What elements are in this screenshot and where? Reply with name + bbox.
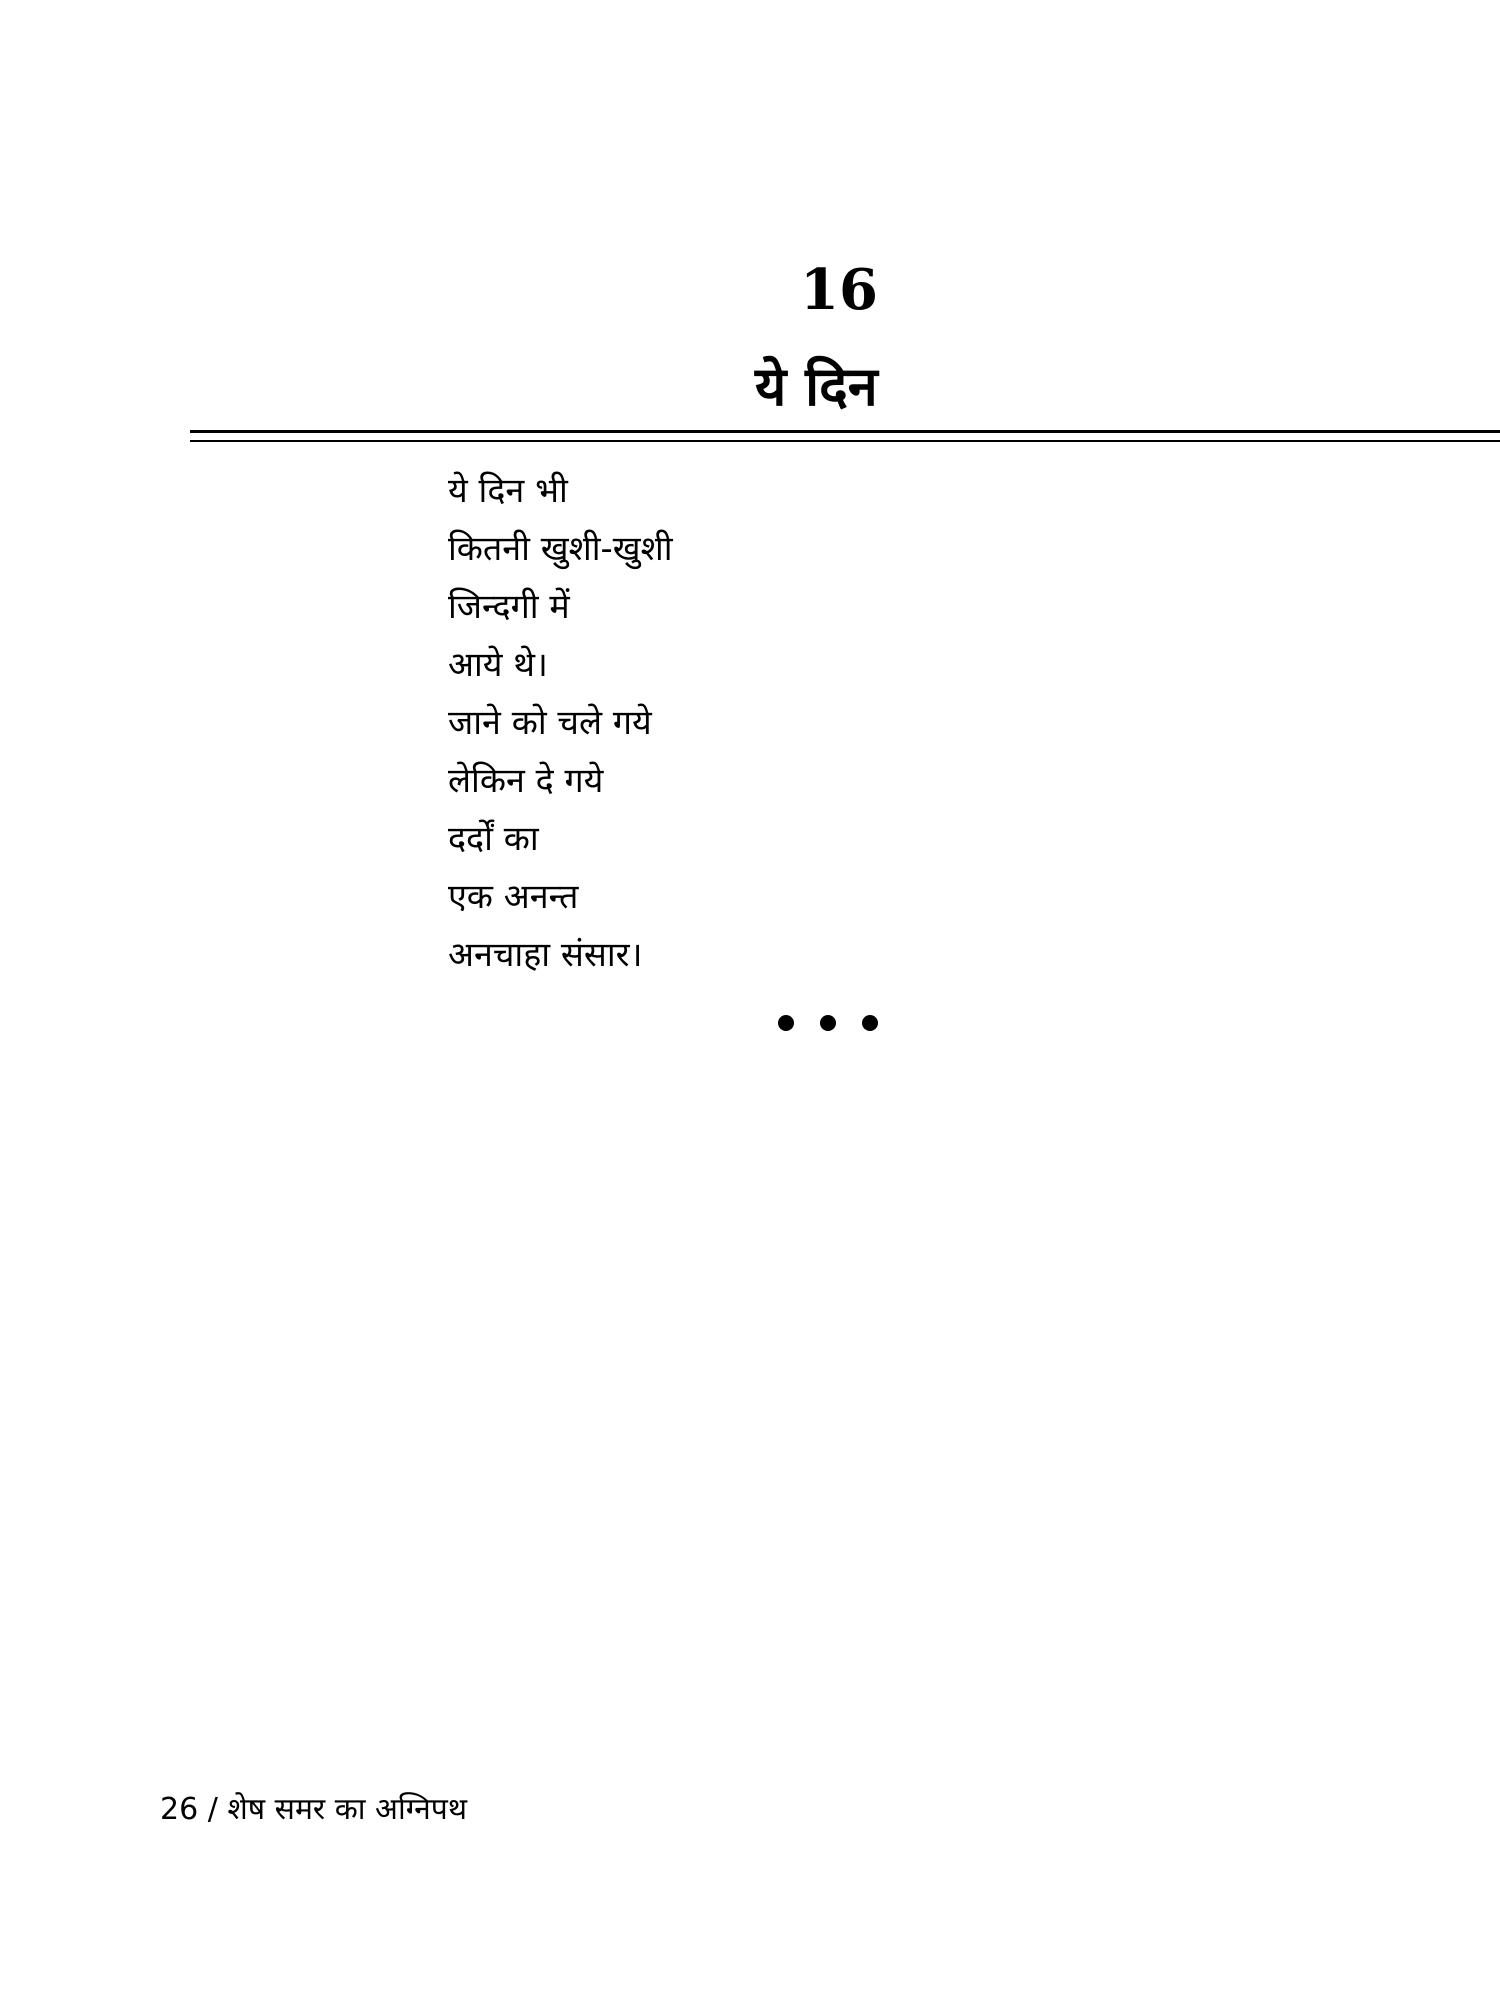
poem-line: एक अनन्त bbox=[448, 877, 579, 917]
poem-line: जिन्दगी में bbox=[448, 587, 570, 627]
footer-book-title: शेष समर का अग्निपथ bbox=[227, 1792, 468, 1827]
page-footer bbox=[160, 1792, 468, 1827]
ornament-dot bbox=[778, 1015, 794, 1031]
poem-title: ये दिन bbox=[755, 355, 878, 418]
footer-page-number: 26 bbox=[160, 1792, 199, 1827]
poem-line: जाने को चले गये bbox=[448, 703, 652, 743]
title-rule-bottom bbox=[190, 440, 1500, 442]
poem-line: लेकिन दे गये bbox=[448, 761, 604, 801]
poem-line: ये दिन भी bbox=[448, 471, 568, 511]
poem-line: आये थे। bbox=[448, 645, 548, 685]
ornament-dot bbox=[820, 1015, 836, 1031]
poem-number: 16 bbox=[800, 257, 878, 323]
poem-line: कितनी खुशी-खुशी bbox=[448, 529, 673, 569]
end-ornament-icon bbox=[776, 1013, 896, 1033]
title-rule-top bbox=[190, 430, 1500, 433]
ornament-dot bbox=[862, 1015, 878, 1031]
poem-line: अनचाहा संसार। bbox=[448, 935, 643, 975]
footer-separator: / bbox=[207, 1792, 218, 1827]
poem-line: दर्दों का bbox=[448, 819, 539, 859]
poem-body bbox=[448, 462, 1148, 984]
